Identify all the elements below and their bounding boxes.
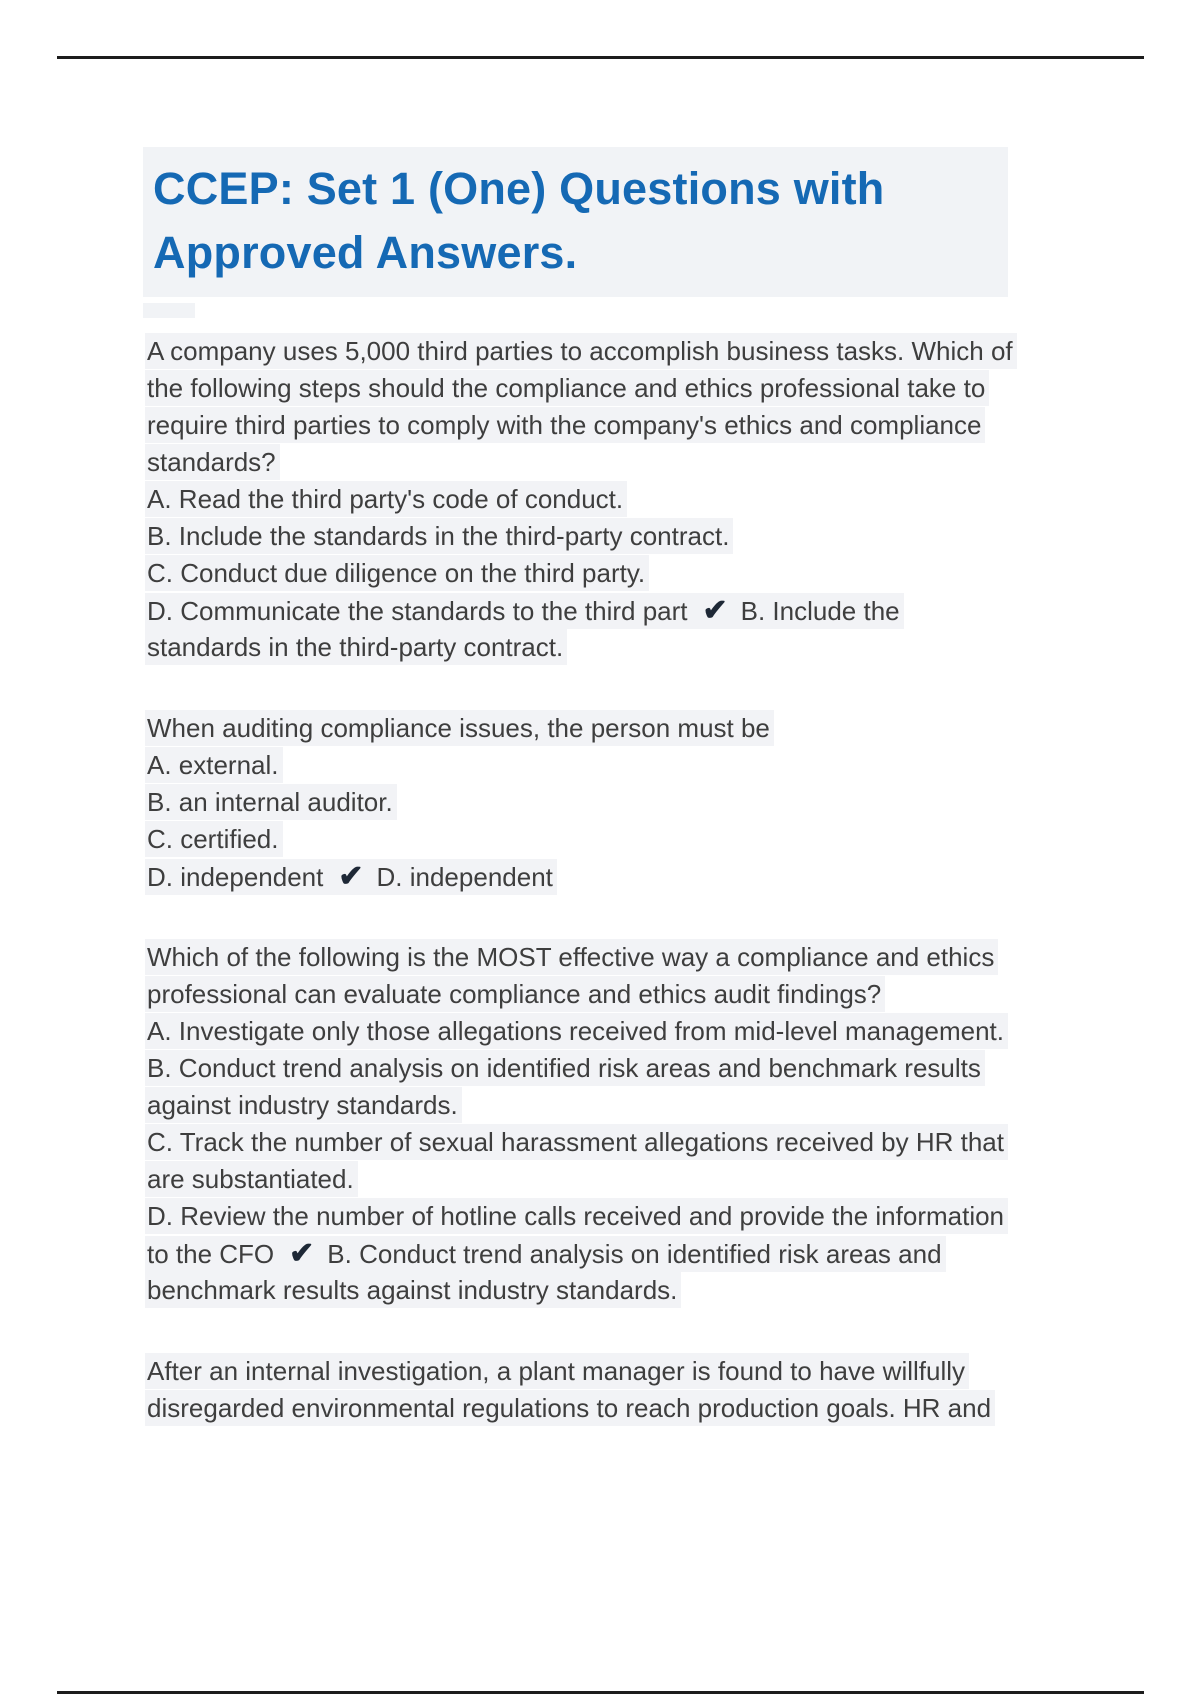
checkmark-icon: ✔ xyxy=(289,1237,315,1270)
page-title-line-2: Approved Answers. xyxy=(153,227,578,278)
answer-option-c: C. Track the number of sexual harassment allegations received by HR that xyxy=(145,1124,1090,1161)
option-text: D. Communicate the standards to the third part xyxy=(147,596,688,626)
answer-option-b: B. Include the standards in the third-party contract. xyxy=(145,518,1090,555)
question-text-line: require third parties to comply with the company's ethics and compliance xyxy=(145,407,1090,444)
answer-option-a: A. Investigate only those allegations received from mid-level management. xyxy=(145,1013,1090,1050)
answer-option-c: C. Conduct due diligence on the third party. xyxy=(145,555,1090,592)
page-title-line-1: CCEP: Set 1 (One) Questions with xyxy=(153,163,885,214)
question-text-line: After an internal investigation, a plant manager is found to have willfully xyxy=(145,1353,1090,1390)
answer-option-b: B. an internal auditor. xyxy=(145,784,1090,821)
bottom-horizontal-rule xyxy=(57,1691,1144,1694)
answer-option-d-with-answer xyxy=(145,858,1090,895)
answer-option-b: B. Conduct trend analysis on identified risk areas and benchmark results xyxy=(145,1050,1090,1087)
option-text: to the CFO xyxy=(147,1239,275,1269)
answer-option-d-with-answer xyxy=(145,1235,1090,1272)
question-text-line: the following steps should the compliance and ethics professional take to xyxy=(145,370,1090,407)
answer-option-d: D. Review the number of hotline calls received and provide the information xyxy=(145,1198,1090,1235)
document-title-block xyxy=(143,147,1008,297)
question-text-line: standards? xyxy=(145,444,1090,481)
answer-option-a: A. external. xyxy=(145,747,1090,784)
document-body xyxy=(145,333,1090,1471)
question-text-line: disregarded environmental regulations to reach production goals. HR and xyxy=(145,1390,1090,1427)
question-block-3 xyxy=(145,939,1090,1309)
answer-option-a: A. Read the third party's code of conduct. xyxy=(145,481,1090,518)
top-horizontal-rule xyxy=(57,56,1144,59)
question-text-line: A company uses 5,000 third parties to accomplish business tasks. Which of xyxy=(145,333,1090,370)
answer-option-c: C. certified. xyxy=(145,821,1090,858)
question-text-line: Which of the following is the MOST effective way a compliance and ethics xyxy=(145,939,1090,976)
checkmark-icon: ✔ xyxy=(702,594,728,627)
question-text-line: When auditing compliance issues, the person must be xyxy=(145,710,1090,747)
answer-option-b-continuation: against industry standards. xyxy=(145,1087,1090,1124)
correct-answer-text: B. Include the xyxy=(740,596,900,626)
checkmark-icon: ✔ xyxy=(338,860,364,893)
correct-answer-continuation: benchmark results against industry standards. xyxy=(145,1272,1090,1309)
question-block-1 xyxy=(145,333,1090,666)
question-block-4 xyxy=(145,1353,1090,1427)
correct-answer-text: D. independent xyxy=(376,862,553,892)
correct-answer-text: B. Conduct trend analysis on identified risk areas and xyxy=(327,1239,942,1269)
question-text-line: professional can evaluate compliance and ethics audit findings? xyxy=(145,976,1090,1013)
option-text: D. independent xyxy=(147,862,324,892)
answer-option-d-with-answer xyxy=(145,592,1090,629)
highlight-remnant xyxy=(143,303,195,318)
answer-option-c-continuation: are substantiated. xyxy=(145,1161,1090,1198)
question-block-2 xyxy=(145,710,1090,895)
correct-answer-continuation: standards in the third-party contract. xyxy=(145,629,1090,666)
